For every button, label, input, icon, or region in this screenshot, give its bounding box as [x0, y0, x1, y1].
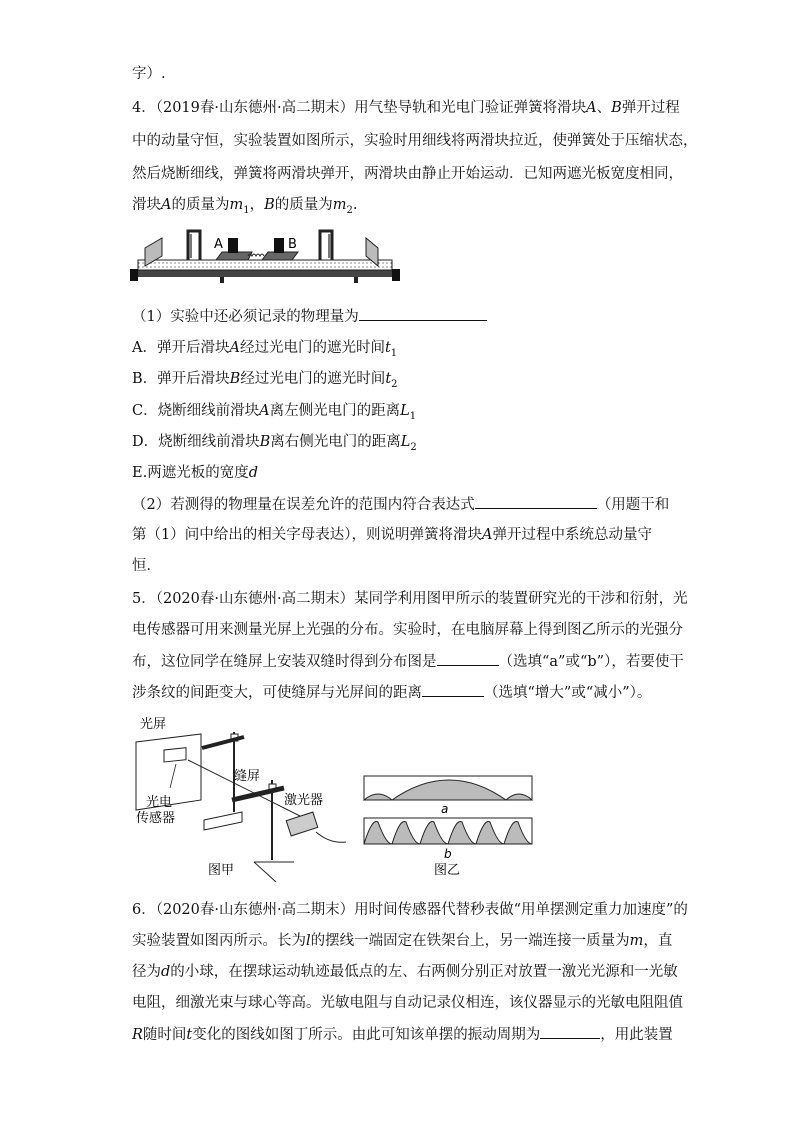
air-track-figure — [130, 226, 402, 286]
q4-line-1: 4．（2019春·山东德州·高二期末）用气垫导轨和光电门验证弹簧将滑块A、B弹开过程 — [132, 100, 680, 116]
option-a: A．弹开后滑块A经过光电门的遮光时间$t_1$ — [132, 340, 398, 359]
answer-blank[interactable] — [359, 306, 487, 321]
option-e: E.两遮光板的宽度d — [132, 465, 258, 481]
slider-a-label: A — [214, 237, 223, 252]
slit-label: 缝屏 — [234, 769, 261, 784]
option-b: B．弹开后滑块B经过光电门的遮光时间$t_2$ — [132, 371, 398, 390]
q6-line-1: 6．（2020春·山东德州·高二期末）用时间传感器代替秒表做“用单摆测定重力加速度”的 — [132, 902, 688, 918]
interference-apparatus-figure — [126, 712, 596, 882]
q5-line-3: 布，这位同学在缝屏上安装双缝时得到分布图是 （选填“a”或“b”），若要使干 — [132, 651, 684, 672]
q6-line-4: 电阻，细激光束与球心等高。光敏电阻与自动记录仪相连，该仪器显示的光敏电阻阻值 — [132, 995, 683, 1011]
figure-jia-label: 图甲 — [208, 863, 235, 878]
sensor-label-2: 传感器 — [136, 811, 176, 826]
option-c: C．烧断细线前滑块A离左侧光电门的距离$L_1$ — [132, 403, 417, 422]
sensor-label-1: 光电 — [146, 795, 173, 810]
q5-line-1: 5．（2020春·山东德州·高二期末）某同学利用图甲所示的装置研究光的干涉和衍射，光 — [132, 591, 688, 607]
q6-line-5: R随时间t变化的图线如图丁所示。由此可知该单摆的振动周期为 ，用此装置 — [132, 1024, 673, 1045]
q6-line-2: 实验装置如图丙所示。长为l的摆线一端固定在铁架台上，另一端连接一质量为m，直 — [132, 933, 673, 949]
curve-a-label: a — [441, 802, 449, 816]
fragment-line: 字）. — [132, 66, 166, 82]
q5-line-4: 涉条纹的间距变大，可使缝屏与光屏间的距离 （选填“增大”或“减小”）。 — [132, 682, 651, 703]
q4-line-2: 中的动量守恒，实验装置如图所示，实验时用细线将两滑块拉近，使弹簧处于压缩状态， — [132, 133, 698, 149]
q5-line-2: 电传感器可用来测量光屏上光强的分布。实验时，在电脑屏幕上得到图乙所示的光强分 — [132, 622, 683, 638]
figure-yi-label: 图乙 — [434, 863, 461, 878]
answer-blank[interactable] — [437, 651, 499, 666]
curve-b-label: b — [444, 847, 452, 861]
q4-part2-line3: 恒． — [132, 558, 161, 574]
answer-blank[interactable] — [475, 494, 597, 509]
answer-blank[interactable] — [540, 1024, 600, 1039]
slider-b-label: B — [288, 237, 297, 252]
q4-line-3: 然后烧断细线，弹簧将两滑块弹开，两滑块由静止开始运动．已知两遮光板宽度相同， — [132, 166, 683, 182]
q6-line-3: 径为d的小球，在摆球运动轨迹最低点的左、右两侧分别正对放置一激光光源和一光敏 — [132, 964, 678, 980]
laser-label: 激光器 — [284, 793, 324, 808]
screen-label: 光屏 — [140, 717, 167, 732]
q4-part2-line1: （2）若测得的物理量在误差允许的范围内符合表达式 （用题干和 — [132, 494, 669, 515]
q4-line-4: 滑块A的质量为$m_1$，B的质量为$m_2$. — [132, 197, 358, 216]
q4-part1: （1）实验中还必须记录的物理量为 — [132, 306, 487, 327]
option-d: D．烧断细线前滑块B离右侧光电门的距离$L_2$ — [132, 434, 417, 453]
q4-part2-line2: 第（1）问中给出的相关字母表达），则说明弹簧将滑块A弹开过程中系统总动量守 — [132, 527, 652, 543]
answer-blank[interactable] — [422, 682, 484, 697]
